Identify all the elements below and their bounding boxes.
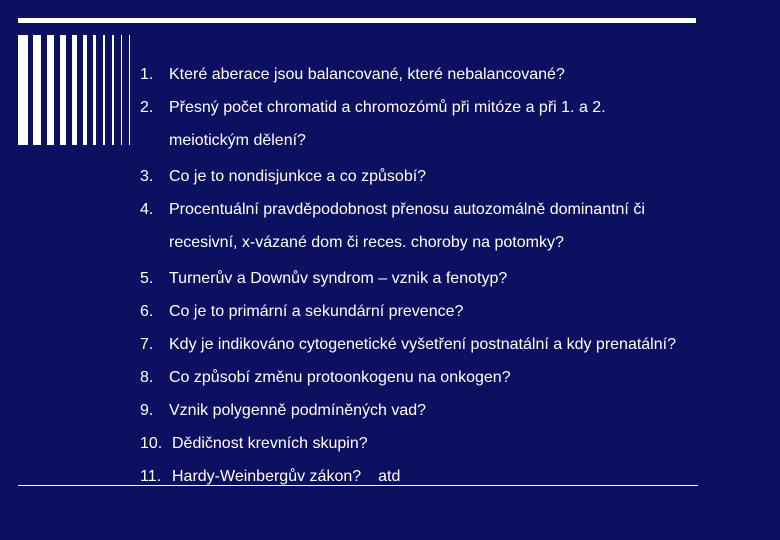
question-item [140,60,770,93]
decorative-bar [112,35,114,145]
question-number: 9. [140,402,154,419]
decorative-bar [121,35,122,145]
question-text: Dědičnost krevních skupin? [172,435,368,452]
top-rule [18,18,696,23]
decorative-bar [18,35,28,145]
question-text-wrap [172,462,400,491]
question-text: Co je to primární a sekundární prevence? [169,303,464,320]
question-number: 5. [140,270,154,287]
decorative-bar [103,35,105,145]
question-text: Které aberace jsou balancované, které nebalancované? [169,66,565,83]
question-extra: atd [378,468,401,485]
question-text: Vznik polygenně podmíněných vad? [169,402,427,419]
question-number: 7. [140,336,154,353]
question-text: Hardy-Weinbergův zákon? [172,468,362,485]
question-item [140,93,770,126]
decorative-bar [60,35,66,145]
question-number: 4. [140,201,154,218]
question-text: recesivní, x-vázané dom či reces. choroby na potomky? [169,234,564,251]
question-text: meiotickým dělení? [169,132,306,149]
bottom-rule [18,485,698,486]
decorative-bar [47,35,54,145]
question-text: Co je to nondisjunkce a co způsobí? [169,168,427,185]
decorative-bar [83,35,87,145]
question-item [140,162,770,195]
decorative-bar [72,35,77,145]
question-number: 3. [140,168,154,185]
question-number: 10. [140,435,163,452]
decorative-bar [93,35,96,145]
question-text: Co způsobí změnu protoonkogenu na onkogen? [169,369,511,386]
question-number: 8. [140,369,154,386]
decorative-bars [18,35,130,145]
question-item [140,363,770,396]
question-item [140,396,770,429]
question-number: 1. [140,66,154,83]
question-text: Kdy je indikováno cytogenetické vyšetření postnatální a kdy prenatální? [169,336,676,353]
question-item [140,429,770,462]
question-text: Procentuální pravděpodobnost přenosu autozomálně dominantní či [169,201,645,218]
question-list [140,60,770,495]
question-number: 6. [140,303,154,320]
question-text: Přesný počet chromatid a chromozómů při mitóze a při 1. a 2. [169,99,606,116]
decorative-bar [129,35,130,145]
question-item [140,195,770,228]
decorative-bar [33,35,41,145]
question-item [140,264,770,297]
question-item [140,330,770,363]
question-continuation [140,126,770,162]
question-item [140,462,770,495]
question-text: Turnerův a Downův syndrom – vznik a fenotyp? [169,270,508,287]
question-number: 2. [140,99,154,116]
question-number: 11. [140,468,162,485]
question-item [140,297,770,330]
question-continuation [140,228,770,264]
